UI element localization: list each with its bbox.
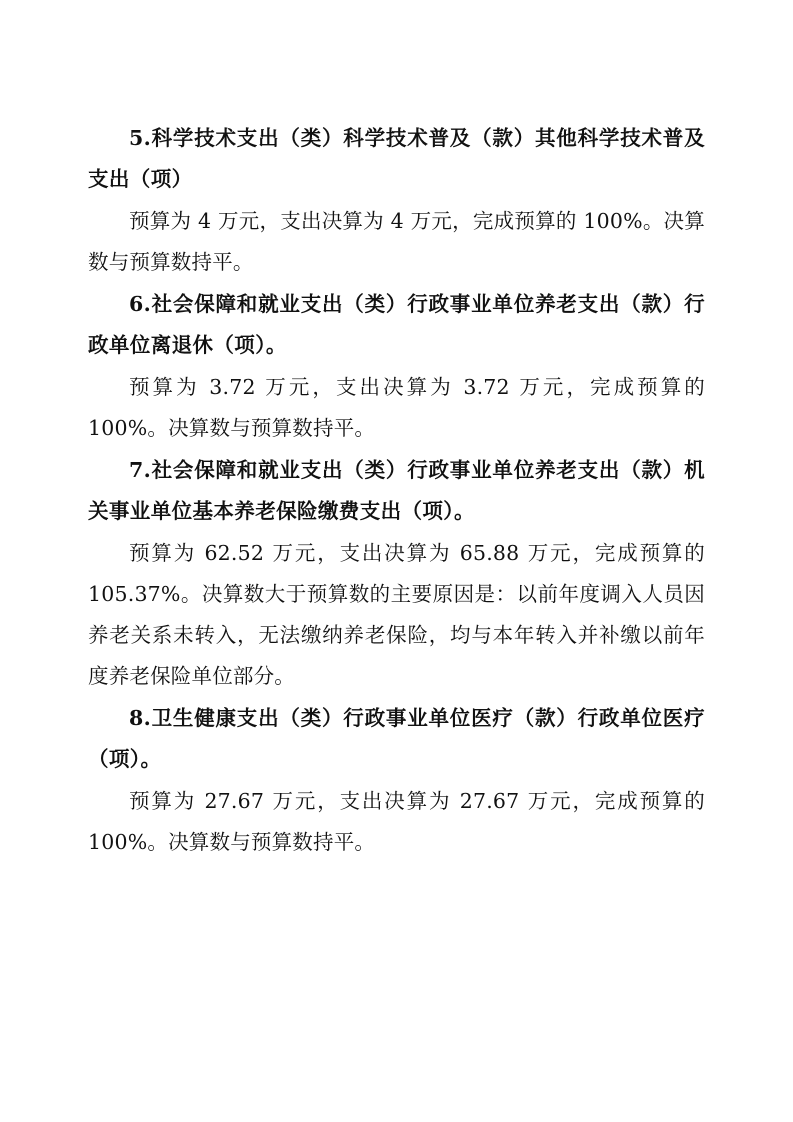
paragraph-item-8-heading: 8.卫生健康支出（类）行政事业单位医疗（款）行政单位医疗（项）。 (88, 706, 705, 771)
paragraph-item-6-heading: 6.社会保障和就业支出（类）行政事业单位养老支出（款）行政单位离退休（项）。 (88, 292, 705, 357)
paragraph-item-5-body: 预算为 4 万元，支出决算为 4 万元，完成预算的 100%。决算数与预算数持平。 (88, 209, 705, 274)
paragraph-item-5-heading: 5.科学技术支出（类）科学技术普及（款）其他科学技术普及支出（项） (88, 126, 705, 191)
document-body (88, 118, 705, 863)
paragraph-item-8-body: 预算为 27.67 万元，支出决算为 27.67 万元，完成预算的 100%。决算数与预算数持平。 (88, 789, 705, 854)
paragraph-item-7-heading: 7.社会保障和就业支出（类）行政事业单位养老支出（款）机关事业单位基本养老保险缴费支出（项）。 (88, 458, 705, 523)
paragraph-item-7-body: 预算为 62.52 万元，支出决算为 65.88 万元，完成预算的 105.37%。决算数大于预算数的主要原因是：以前年度调入人员因养老关系未转入，无法缴纳养老保险，均与本年转入并补缴以前年度养老保险单位部分。 (88, 541, 705, 688)
paragraph-item-6-body: 预算为 3.72 万元，支出决算为 3.72 万元，完成预算的 100%。决算数与预算数持平。 (88, 375, 705, 440)
